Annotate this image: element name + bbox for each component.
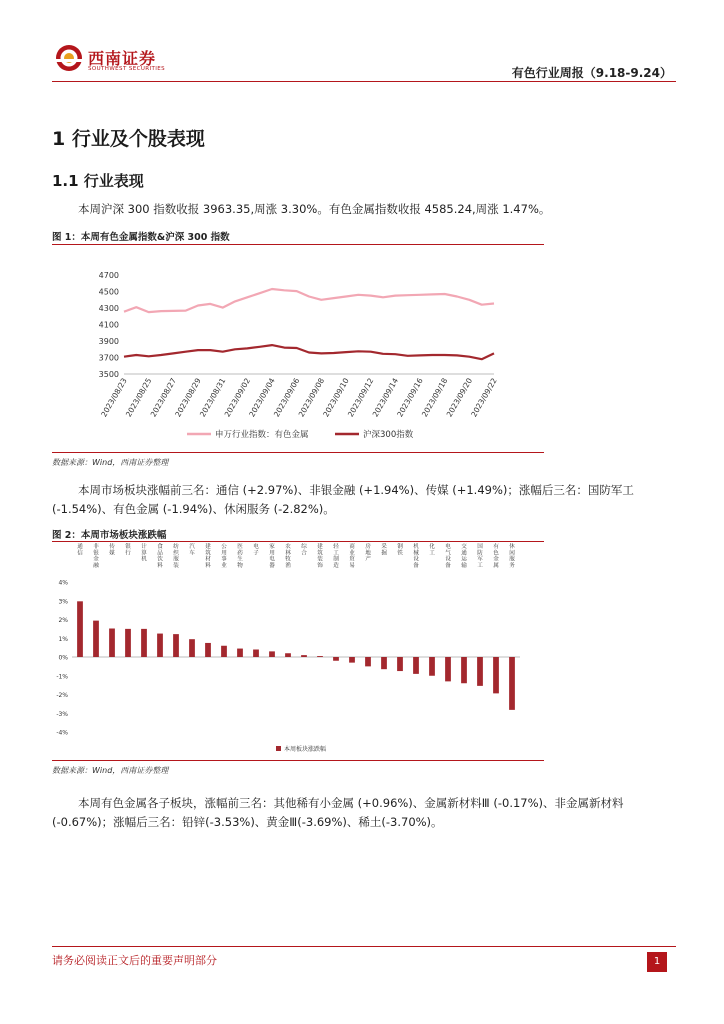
x-category-label: 化工 bbox=[429, 544, 435, 557]
x-category-label: 建筑材料 bbox=[205, 544, 211, 569]
x-tick-label: 2023/09/06 bbox=[271, 376, 302, 419]
x-category-label: 电子 bbox=[253, 544, 259, 557]
footer-disclaimer: 请务必阅读正文后的重要声明部分 bbox=[52, 954, 217, 967]
x-category-label: 纺织服装 bbox=[173, 544, 179, 569]
x-category-label: 房地产 bbox=[365, 544, 371, 563]
bar bbox=[189, 639, 195, 657]
paragraph-sector-performance: 本周市场板块涨幅前三名：通信 (+2.97%)、非银金融 (+1.94%)、传媒 (+1.49%)；涨幅后三名：国防军工 (-1.54%)、有色金属 (-1.94%)、休闲服务 (-2.82%)。 bbox=[52, 483, 634, 516]
x-category-label: 通信 bbox=[77, 544, 83, 557]
y-tick-label: 3500 bbox=[98, 370, 119, 379]
legend-label: 沪深300指数 bbox=[363, 430, 414, 440]
x-tick-label: 2023/09/08 bbox=[296, 376, 327, 419]
sector-bar-chart bbox=[52, 543, 544, 757]
y-tick-label: -3% bbox=[56, 710, 68, 718]
x-category-label: 医药生物 bbox=[237, 544, 243, 569]
report-title: 有色行业周报（9.18-9.24） bbox=[511, 66, 672, 80]
bar bbox=[333, 657, 339, 661]
paragraph-index-summary: 本周沪深 300 指数收报 3963.35,周涨 3.30%。有色金属指数收报 4585.24,周涨 1.47%。 bbox=[78, 202, 551, 216]
header-divider bbox=[52, 81, 676, 82]
x-category-label: 电气设备 bbox=[445, 544, 451, 569]
x-category-label: 农林牧渔 bbox=[285, 544, 291, 569]
y-tick-label: 3% bbox=[58, 598, 68, 606]
x-tick-label: 2023/09/20 bbox=[444, 376, 475, 419]
x-category-label: 交通运输 bbox=[461, 544, 467, 569]
x-category-label: 机械设备 bbox=[413, 544, 419, 569]
bar bbox=[269, 651, 275, 657]
x-category-label: 综合 bbox=[301, 544, 307, 557]
section-heading: 1 行业及个股表现 bbox=[52, 128, 205, 150]
bar bbox=[301, 655, 307, 657]
bar bbox=[429, 657, 435, 676]
bar bbox=[509, 657, 515, 710]
figure1-bottom-rule bbox=[52, 452, 544, 453]
x-category-label: 家用电器 bbox=[269, 544, 275, 569]
x-tick-label: 2023/09/16 bbox=[395, 376, 425, 419]
bar bbox=[157, 634, 163, 657]
legend-label: 本周板块涨跌幅 bbox=[284, 746, 327, 753]
bar bbox=[109, 629, 115, 658]
bar bbox=[77, 601, 83, 657]
bar bbox=[381, 657, 387, 669]
x-tick-label: 2023/08/25 bbox=[123, 376, 154, 419]
bar bbox=[221, 646, 227, 657]
logo-text: 西南证券 bbox=[88, 49, 157, 68]
x-tick-label: 2023/08/29 bbox=[173, 376, 203, 419]
x-tick-label: 2023/09/14 bbox=[370, 376, 401, 419]
series-line-nonferrous bbox=[124, 289, 494, 312]
x-category-label: 采掘 bbox=[381, 544, 387, 557]
x-category-label: 钢铁 bbox=[397, 544, 403, 557]
x-category-label: 汽车 bbox=[189, 544, 195, 557]
bar bbox=[477, 657, 483, 686]
company-logo-icon bbox=[55, 44, 83, 72]
x-category-label: 轻工制造 bbox=[333, 544, 339, 569]
y-tick-label: 3900 bbox=[98, 337, 119, 346]
bar bbox=[397, 657, 403, 671]
logo-english-text: SOUTHWEST SECURITIES bbox=[88, 66, 166, 72]
bar bbox=[237, 649, 243, 657]
legend-label: 申万行业指数：有色金属 bbox=[215, 430, 309, 440]
x-tick-label: 2023/08/23 bbox=[99, 376, 129, 419]
x-category-label: 计算机 bbox=[141, 544, 147, 563]
bar bbox=[125, 629, 131, 657]
x-category-label: 有色金属 bbox=[493, 544, 499, 569]
x-tick-label: 2023/09/22 bbox=[469, 376, 499, 419]
subsection-heading: 1.1 行业表现 bbox=[52, 172, 144, 190]
x-tick-label: 2023/09/10 bbox=[321, 376, 351, 419]
x-tick-label: 2023/09/02 bbox=[222, 376, 253, 419]
legend-swatch bbox=[276, 746, 281, 751]
x-category-label: 食品饮料 bbox=[157, 544, 163, 569]
y-tick-label: 3700 bbox=[98, 353, 119, 363]
figure2-top-rule bbox=[52, 541, 544, 542]
x-category-label: 非银金融 bbox=[93, 544, 99, 569]
bar bbox=[365, 657, 371, 666]
x-tick-label: 2023/09/12 bbox=[345, 376, 376, 419]
index-line-chart bbox=[52, 248, 544, 448]
x-category-label: 商业贸易 bbox=[349, 544, 355, 569]
figure2-bottom-rule bbox=[52, 760, 544, 761]
x-tick-label: 2023/08/31 bbox=[197, 376, 228, 419]
x-category-label: 建筑装饰 bbox=[317, 544, 323, 569]
series-line-hs300 bbox=[124, 345, 494, 359]
y-tick-label: 4% bbox=[58, 579, 68, 587]
bar bbox=[93, 621, 99, 657]
x-tick-label: 2023/08/27 bbox=[148, 376, 179, 419]
y-tick-label: 4300 bbox=[98, 304, 119, 313]
figure1-source: 数据来源：Wind，西南证券整理 bbox=[52, 458, 169, 467]
bar bbox=[141, 629, 147, 657]
bar bbox=[413, 657, 419, 674]
x-category-label: 公用事业 bbox=[221, 544, 227, 569]
x-category-label: 银行 bbox=[125, 544, 131, 557]
bar bbox=[253, 650, 259, 658]
x-tick-label: 2023/09/04 bbox=[247, 376, 277, 419]
y-tick-label: 1% bbox=[58, 635, 68, 643]
figure1-top-rule bbox=[52, 244, 544, 245]
bar bbox=[493, 657, 499, 693]
y-tick-label: 4100 bbox=[98, 320, 119, 330]
paragraph-subsector-performance: 本周有色金属各子板块，涨幅前三名：其他稀有小金属 (+0.96%)、金属新材料Ⅲ (-0.17%)、非金属新材料(-0.67%)；涨幅后三名：铅锌(-3.53%)、黄金Ⅲ(-3.69%)、稀土(-3.70%)。 bbox=[52, 796, 624, 829]
bar bbox=[173, 634, 179, 657]
page-number: 1 bbox=[647, 952, 667, 972]
bar bbox=[461, 657, 467, 683]
y-tick-label: -4% bbox=[56, 729, 68, 737]
figure1-title: 图 1：本周有色金属指数&沪深 300 指数 bbox=[52, 232, 230, 243]
bar bbox=[317, 656, 323, 657]
bar bbox=[285, 653, 291, 657]
figure2-source: 数据来源：Wind，西南证券整理 bbox=[52, 766, 169, 775]
bar bbox=[205, 643, 211, 657]
y-tick-label: -1% bbox=[56, 673, 68, 681]
bar bbox=[445, 657, 451, 681]
y-tick-label: -2% bbox=[56, 692, 68, 699]
y-tick-label: 4700 bbox=[98, 271, 119, 280]
y-tick-label: 4500 bbox=[98, 287, 119, 297]
x-category-label: 休闲服务 bbox=[509, 544, 515, 569]
y-tick-label: 0% bbox=[58, 654, 68, 662]
figure2-title: 图 2：本周市场板块涨跌幅 bbox=[52, 530, 167, 541]
x-tick-label: 2023/09/18 bbox=[419, 376, 450, 419]
x-category-label: 传媒 bbox=[109, 544, 115, 557]
x-category-label: 国防军工 bbox=[477, 544, 483, 569]
bar bbox=[349, 657, 355, 663]
footer-divider bbox=[52, 946, 676, 947]
y-tick-label: 2% bbox=[58, 617, 68, 624]
